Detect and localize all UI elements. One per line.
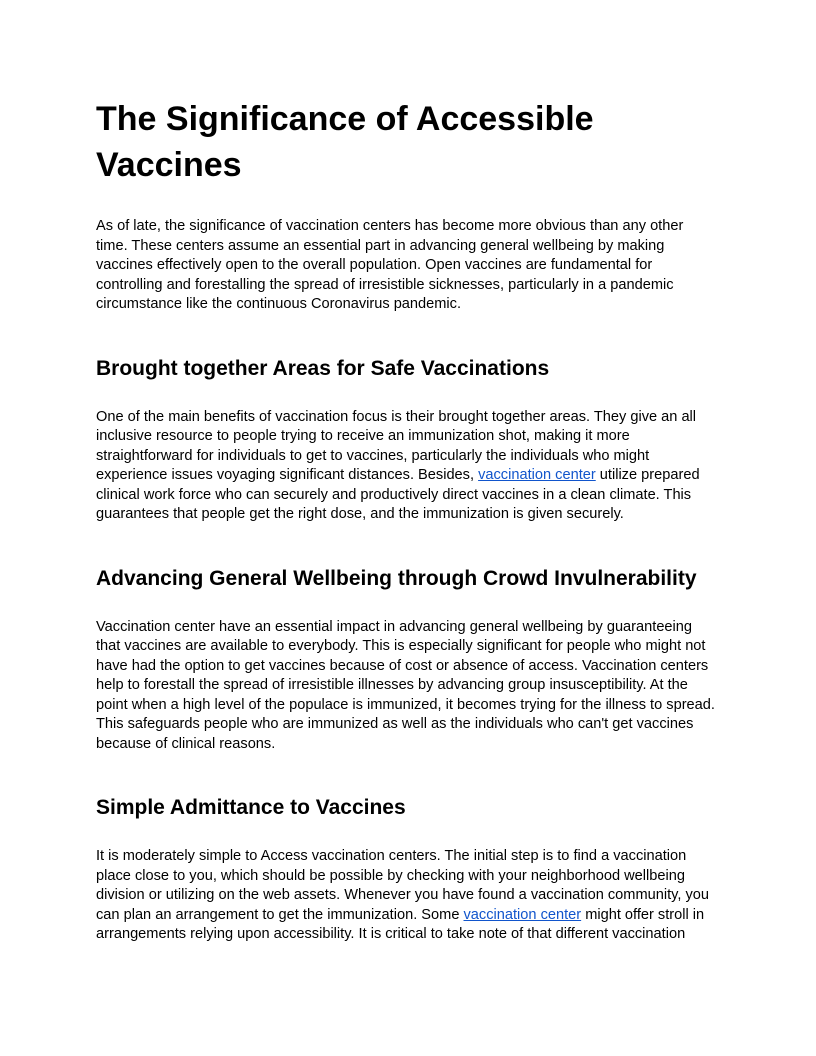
document-page: [96, 96, 720, 945]
paragraph-line-with-link: [96, 466, 720, 486]
page-title: [96, 96, 720, 188]
paragraph-line: vaccines effectively open to the overall population. Open vaccines are fundamental for: [96, 257, 653, 273]
paragraph-line: because of clinical reasons.: [96, 735, 276, 752]
crowd-invulnerability-paragraph: [96, 618, 720, 755]
paragraph-line: division or utilizing on the web assets. Whenever you have found a vaccination community, you: [96, 887, 709, 903]
paragraph-line: clinical work force who can securely and productively direct vaccines in a clean climate. This: [96, 486, 692, 503]
paragraph-line: Vaccination center have an essential impact in advancing general wellbeing by guaranteeing: [96, 618, 693, 635]
paragraph-line: This safeguards people who are immunized as well as the individuals who can't get vaccines: [96, 716, 694, 732]
link-line-before: experience issues voyaging significant distances. Besides,: [96, 467, 479, 483]
link-line-before: can plan an arrangement to get the immunization. Some: [96, 906, 464, 923]
section-heading-crowd-invulnerability: Advancing General Wellbeing through Crowd Invulnerability: [96, 566, 697, 590]
paragraph-line: controlling and forestalling the spread of irresistible sicknesses, particularly in a pandemic: [96, 276, 674, 293]
paragraph-line: time. These centers assume an essential part in advancing general wellbeing by making: [96, 237, 665, 254]
paragraph-line: It is moderately simple to Access vaccination centers. The initial step is to find a vaccination: [96, 848, 687, 864]
page-title-line-2: Vaccines: [96, 146, 242, 184]
section-heading-safe-vaccinations: Brought together Areas for Safe Vaccinations: [96, 356, 550, 380]
paragraph-line: guarantees that people get the right dose, and the immunization is given securely.: [96, 506, 624, 522]
intro-paragraph: [96, 217, 720, 315]
paragraph-line: have had the option to get vaccines because of cost or absence of access. Vaccination centers: [96, 657, 709, 674]
link-line-after: might offer stroll in: [581, 906, 705, 923]
paragraph-line: point when a high level of the populace is immunized, it becomes trying for the illness to spread.: [96, 696, 715, 713]
paragraph-line: circumstance like the continuous Coronavirus pandemic.: [96, 296, 462, 312]
link-line-after: utilize prepared: [595, 467, 700, 483]
paragraph-line: One of the main benefits of vaccination focus is their brought together areas. They give an all: [96, 408, 697, 425]
page-title-line-1: The Significance of Accessible: [96, 100, 594, 138]
vaccination-center-link[interactable]: vaccination center: [463, 906, 582, 923]
vaccination-center-link[interactable]: vaccination center: [478, 467, 596, 483]
paragraph-line: help to forestall the spread of irresistible illnesses by advancing group insusceptibility. At the: [96, 677, 688, 693]
paragraph-line: straightforward for individuals to get to vaccines, particularly the individuals who might: [96, 447, 650, 464]
simple-admittance-paragraph: [96, 847, 720, 945]
paragraph-line-with-link: [96, 906, 720, 926]
paragraph-line: that vaccines are available to everybody. This is especially significant for people who might not: [96, 638, 706, 654]
paragraph-line: As of late, the significance of vaccination centers has become more obvious than any other: [96, 218, 684, 234]
paragraph-line: place close to you, which should be possible by checking with your neighborhood wellbeing: [96, 867, 685, 884]
section-heading-simple-admittance: Simple Admittance to Vaccines: [96, 796, 406, 819]
paragraph-line: arrangements relying upon accessibility. It is critical to take note of that different vaccination: [96, 926, 686, 942]
safe-vaccinations-paragraph: [96, 408, 720, 525]
paragraph-line: inclusive resource to people trying to receive an immunization shot, making it more: [96, 428, 630, 444]
